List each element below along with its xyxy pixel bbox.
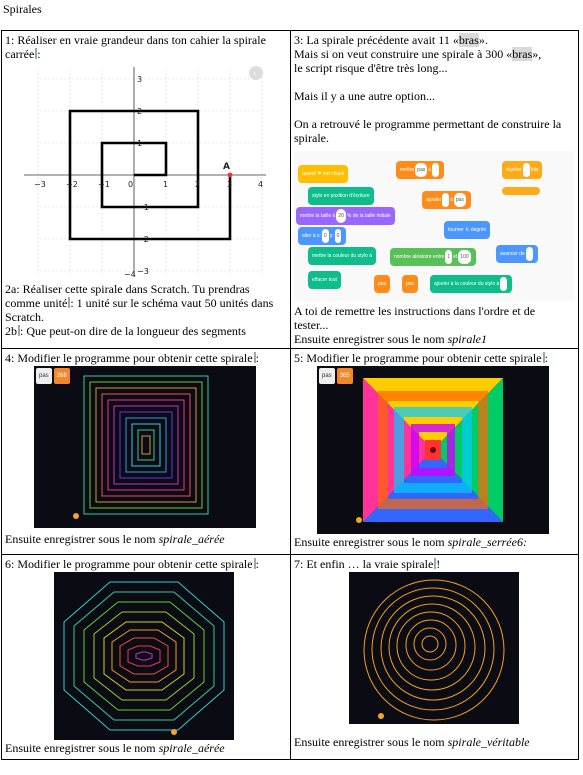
exercise-6-footer: Ensuite enregistrer sous le nom spirale_aérée (5, 741, 225, 755)
repeat-block: répéter fois (502, 161, 542, 179)
goto-xy-block: aller à x: 0 y: 0 (298, 227, 346, 245)
clear-block: effacer tout (308, 271, 341, 289)
pen-down-block: stylo en position d'écriture (308, 187, 374, 205)
cell-exercise-5 (291, 349, 579, 555)
set-size-block: mettre la taille à 20 % de la taille initiale (296, 207, 395, 225)
svg-text:0: 0 (128, 180, 134, 189)
var-monitor-value: 365 (337, 368, 353, 384)
move-block: avancer de (496, 245, 538, 263)
exercise-2-text: 2a: Réaliser cette spirale dans Scratch. Tu prendras comme unité : 1 unité sur le schéma vaut 50 unités dans Scratch. 2b : Que peut-on dire de la longueur des segments (5, 282, 274, 338)
svg-text:A: A (223, 162, 230, 172)
tight-square-spiral-image (317, 366, 549, 534)
exercise-3-text: 3: La spirale précédente avait 11 «bras». Mais si on veut construire une spirale à 300 «bras», le script risque d'être très long... Mais il y a une autre option... On a retrouvé le programme permettant de construire la spirale. (294, 33, 562, 145)
cell-exercise-6 (2, 555, 291, 760)
svg-text:3: 3 (137, 75, 143, 84)
scratch-blocks-image (294, 151, 574, 301)
true-spiral-image (349, 572, 519, 724)
cell-exercise-7 (291, 555, 579, 760)
document-title: Spirales (3, 2, 42, 16)
svg-text:4: 4 (258, 180, 264, 189)
pas-reporter-b: pas (402, 275, 418, 293)
repeat-block-end (502, 187, 540, 195)
svg-text:1: 1 (137, 139, 143, 148)
svg-text:‹: ‹ (253, 69, 257, 78)
exercise-5-heading: 5: Modifier le programme pour obtenir cette spirale : (294, 351, 548, 365)
exercise-7-heading: 7: Et enfin … la vraie spirale ! (294, 557, 441, 571)
cell-exercise-1 (2, 31, 291, 349)
exercise-4-footer: Ensuite enregistrer sous le nom spirale_aérée (5, 532, 225, 546)
change-var-block: ajouter à pas (422, 191, 471, 209)
svg-text:3: 3 (227, 180, 233, 189)
set-var-block: mettre pas à (396, 161, 444, 179)
random-block: nombre aléatoire entre 1 et 100 (390, 248, 476, 266)
exercise-7-footer: Ensuite enregistrer sous le nom spirale_véritable (294, 735, 530, 749)
cell-exercise-3 (291, 31, 579, 349)
exercise-1-heading: 1: Réaliser en vraie grandeur dans ton cahier la spirale carrée : (5, 33, 266, 61)
square-spiral-diagram (20, 65, 270, 278)
svg-text:−3: −3 (34, 180, 46, 189)
var-monitor-label: pas (36, 368, 52, 384)
var-monitor-label: pas (319, 368, 335, 384)
octagon-spiral-image (54, 572, 234, 740)
exercise-table (1, 30, 579, 760)
pas-reporter-a: pas (374, 275, 390, 293)
airy-square-spiral-image (34, 366, 256, 528)
var-monitor-value: 268 (54, 368, 70, 384)
svg-text:−1: −1 (98, 180, 110, 189)
svg-text:−2: −2 (66, 180, 78, 189)
cell-exercise-4 (2, 349, 291, 555)
exercise-3-footer: A toi de remettre les instructions dans l'ordre et de tester... Ensuite enregistrer sous le nom spirale1 (294, 304, 536, 346)
exercise-5-footer: Ensuite enregistrer sous le nom spirale_serrée6: (294, 535, 527, 549)
change-pen-color-block: ajouter à la couleur du stylo à (430, 275, 512, 293)
svg-text:1: 1 (163, 180, 169, 189)
svg-text:−1: −1 (137, 203, 149, 212)
svg-text:−4: −4 (124, 270, 136, 278)
svg-text:−2: −2 (137, 235, 149, 244)
svg-text:2: 2 (137, 107, 143, 116)
when-flag-block: quand ⚑ est cliqué (298, 165, 348, 183)
svg-text:2: 2 (195, 180, 201, 189)
turn-block: tourner ↻ degrés (444, 221, 490, 239)
exercise-4-heading: 4: Modifier le programme pour obtenir cette spirale : (5, 351, 259, 365)
set-pen-color-block: mettre la couleur du stylo à (308, 247, 376, 265)
exercise-6-heading: 6: Modifier le programme pour obtenir cette spirale : (5, 557, 259, 571)
svg-text:−3: −3 (137, 267, 149, 276)
